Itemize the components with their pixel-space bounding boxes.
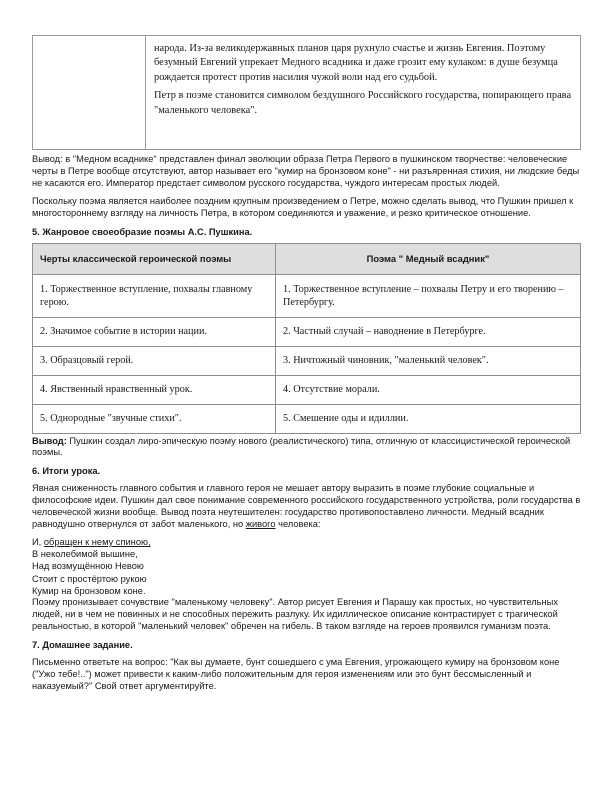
poem-line: Над возмущённою Невою	[32, 561, 144, 572]
poem-quote	[32, 536, 581, 597]
continued-table-box	[32, 35, 581, 150]
table-cell-right: 4. Отсутствие морали.	[276, 375, 581, 404]
results-text-a: Явная сниженность главного события и главного героя не мешает автору выразить в поэме глубокие социальные и философские идеи. Пушкин дал свое понимание современного российского государственного устройства, роли государства в человеческой жизни вообще. Вывод поэта неутешителен: государство противопоставлено личности. Медный всадник равнодушно отвернулся от забот маленького, но	[32, 483, 581, 530]
table-header-row	[33, 243, 581, 274]
results-text-b: человека:	[275, 519, 321, 530]
document-page	[32, 35, 581, 692]
conclusion-text: Пушкин создал лиро-эпическую поэму нового (реалистического) типа, отличную от классицистической героической поэмы.	[32, 435, 571, 458]
table-cell-right: 3. Ничтожный чиновник, "маленький человек".	[276, 346, 581, 375]
evgeny-paragraph: народа. Из-за великодержавных планов царя рухнуло счастье и жизнь Евгения. Поэтому безумный Евгений упрекает Медного всадника и даже грозит ему кулаком: в душе безумца рождается протест против насилия чужой воли над его судьбой.	[154, 43, 558, 83]
table-cell-right: 1. Торжественное вступление – похвалы Петру и его творению – Петербургу.	[276, 274, 581, 317]
poem-line: В неколебимой вышине,	[32, 549, 138, 560]
header-classic-poem: Черты классической героической поэмы	[33, 243, 276, 274]
table-row	[33, 375, 581, 404]
table-cell-right: 2. Частный случай – наводнение в Петербурге.	[276, 317, 581, 346]
table-row	[33, 274, 581, 317]
section-6-heading: 6. Итоги урока.	[32, 466, 101, 477]
empty-left-cell	[33, 36, 146, 149]
table-row	[33, 317, 581, 346]
homework-paragraph: Письменно ответьте на вопрос: "Как вы думаете, бунт сошедшего с ума Евгения, угрожающего кумиру на бронзовом коне ("Ужо тебе!..") может привести к каким-либо положительным для героя изменениям или это бунт бессмысленный и наказуемый?" Свой ответ аргументируйте.	[32, 656, 560, 691]
peter-view-paragraph: Поскольку поэма является наиболее поздним крупным произведением о Петре, можно сделать вывод, что Пушкин пришел к многостороннему взгляду на личность Петра, в котором соединяются и уважение, и резко критическое отношение.	[32, 195, 574, 218]
table-cell-left: 3. Образцовый герой.	[33, 346, 276, 375]
header-bronze-horseman: Поэма " Медный всадник"	[276, 243, 581, 274]
results-underlined-word: живого	[245, 519, 276, 530]
table-cell-left: 2. Значимое событие в истории нации.	[33, 317, 276, 346]
poem-line	[32, 536, 581, 548]
continued-cell-text	[146, 36, 580, 149]
poem-line-1-start: И,	[32, 536, 44, 547]
genre-comparison-table	[32, 243, 581, 434]
peter-symbol-paragraph: Петр в поэме становится символом бездушного Российского государства, попирающего права "маленького человека".	[154, 90, 572, 116]
conclusion-paragraph-1: Вывод: в "Медном всаднике" представлен финал эволюции образа Петра Первого в пушкинском творчестве: человеческие черты в Петре вообще отсутствуют, автор называет его "кумир на бронзовом коне" - ни разъяренная стихия, ни людские беды не касаются его. Император предстает символом русского государства, чуждого интересам простых людей.	[32, 154, 580, 188]
table-cell-right: 5. Смешение оды и идиллии.	[276, 404, 581, 433]
poem-line: Кумир на бронзовом коне.	[32, 585, 146, 596]
section-5-heading: 5. Жанровое своеобразие поэмы А.С. Пушкина.	[32, 226, 253, 237]
table-cell-left: 4. Явственный нравственный урок.	[33, 375, 276, 404]
section-7-heading: 7. Домашнее задание.	[32, 639, 133, 650]
conclusion-paragraph-2	[32, 436, 581, 460]
poem-line-1-underlined: обращен к нему спиною,	[43, 536, 151, 547]
conclusion-label: Вывод:	[32, 435, 67, 446]
table-cell-left: 5. Однородные "звучные стихи".	[33, 404, 276, 433]
table-cell-left: 1. Торжественное вступление, похвалы главному герою.	[33, 274, 276, 317]
table-row	[33, 404, 581, 433]
results-paragraph	[32, 483, 581, 531]
table-row	[33, 346, 581, 375]
sympathy-paragraph: Поэму пронизывает сочувствие "маленькому человеку". Автор рисует Евгения и Парашу как простых, но чувствительных людей, ни в чем не повинных и не способных пережить разлуку. Их идиллическое описание контрастирует с трагической реальностью, в которой "маленький человек" обречен на гибель. В таком взгляде на героев проявился гуманизм поэта.	[32, 596, 558, 631]
poem-line: Стоит с простёртою рукою	[32, 573, 147, 584]
